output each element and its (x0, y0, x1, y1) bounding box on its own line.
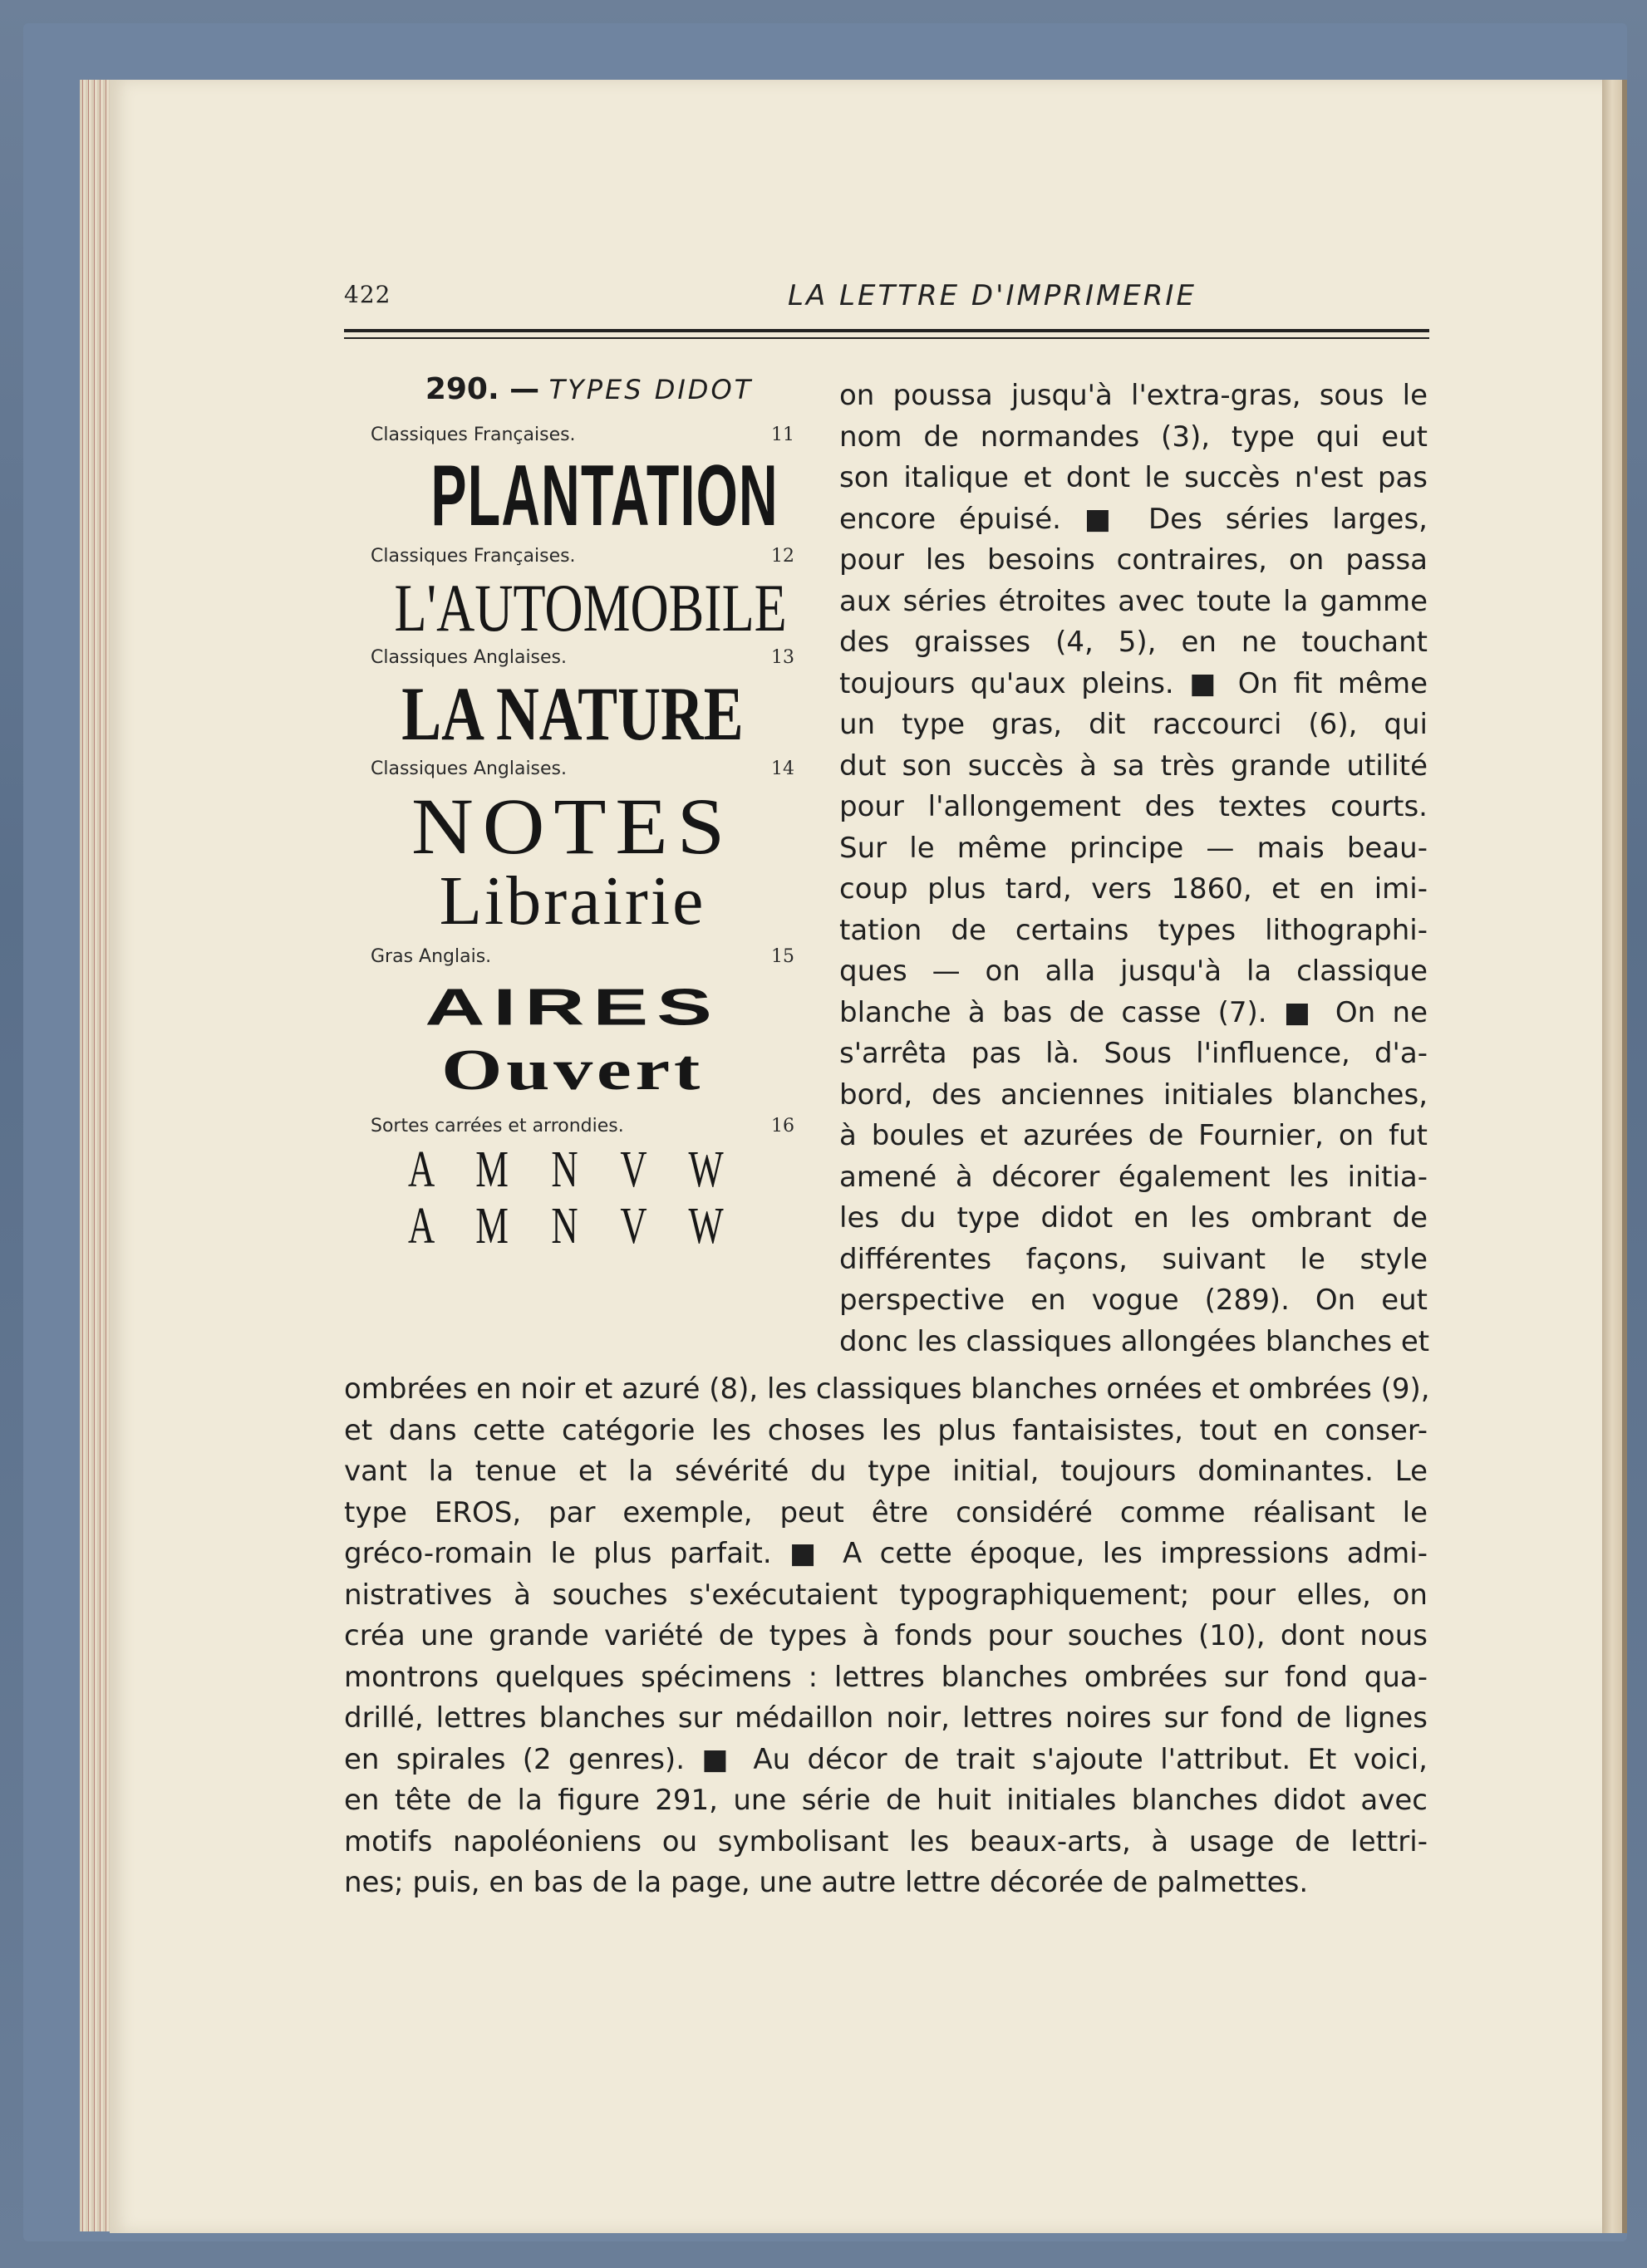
text-line: gréco-romain le plus parfait. ■ A cette époque, les impressions admi- (344, 1537, 1428, 1570)
caption-label: Sortes carrées et arrondies. (371, 1116, 624, 1136)
specimen-caption (344, 1116, 801, 1144)
text-line: dut son succès à sa très grande utilité (839, 749, 1428, 783)
text-line: tation de certains types lithographi- (839, 913, 1428, 947)
text-line: créa une grande variété de types à fonds pour souches (10), dont nous (344, 1619, 1428, 1652)
text-line: s'arrêta pas là. Sous l'influence, d'a- (839, 1037, 1428, 1070)
caption-label: Gras Anglais. (371, 946, 492, 967)
specimen-librairie: Librairie (439, 862, 706, 940)
text-line: aux séries étroites avec toute la gamme (839, 584, 1428, 618)
text-line: ombrées en noir et azuré (8), les classiques blanches ornées et ombrées (9), (344, 1372, 1430, 1406)
text-line: différentes façons, suivant le style (839, 1242, 1428, 1276)
text-line: Sur le même principe — mais beau- (839, 831, 1428, 865)
figure-title (377, 372, 801, 406)
text-line: nistratives à souches s'exécutaient typographiquement; pour elles, on (344, 1578, 1428, 1612)
header-rule-thick (344, 329, 1429, 332)
text-line: encore épuisé. ■ Des séries larges, (839, 502, 1428, 536)
text-line: toujours qu'aux pleins. ■ On fit même (839, 666, 1428, 700)
text-line: nom de normandes (3), type qui eut (839, 420, 1428, 454)
specimen-automobile: L'AUTOMOBILE (394, 570, 787, 646)
text-line: nes; puis, en bas de la page, une autre lettre décorée de palmettes. (344, 1866, 1309, 1899)
specimen-ouvert: Ouvert (441, 1037, 704, 1102)
caption-number: 15 (771, 946, 794, 967)
text-line: un type gras, dit raccourci (6), qui (839, 708, 1428, 741)
text-line: en spirales (2 genres). ■ Au décor de trait s'ajoute l'attribut. Et voici, (344, 1742, 1428, 1776)
specimen-square-letters: A M N V W (408, 1141, 740, 1198)
body-text-column (839, 376, 1428, 1362)
figure-title-text: TYPES DIDOT (548, 374, 754, 405)
text-line: en tête de la figure 291, une série de huit initiales blanches didot avec (344, 1784, 1428, 1817)
text-line: drillé, lettres blanches sur médaillon noir, lettres noires sur fond de lignes (344, 1701, 1428, 1735)
text-line: coup plus tard, vers 1860, et en imi- (839, 872, 1428, 906)
figure-number: 290. — (425, 372, 540, 406)
header-rule-thin (344, 337, 1429, 339)
text-line: donc les classiques allongées blanches et (839, 1324, 1430, 1358)
text-line: perspective en vogue (289). On eut (839, 1284, 1428, 1317)
text-line: son italique et dont le succès n'est pas (839, 461, 1428, 494)
body-text-full-width (344, 1369, 1428, 1904)
running-title: LA LETTRE D'IMPRIMERIE (788, 279, 1197, 312)
page-number: 422 (344, 281, 391, 308)
specimen-round-letters: A M N V W (408, 1198, 740, 1254)
caption-label: Classiques Anglaises. (371, 647, 568, 668)
text-line: bord, des anciennes initiales blanches, (839, 1078, 1428, 1112)
specimen-aires: AIRES (425, 978, 720, 1036)
specimen-notes: NOTES (411, 782, 735, 871)
caption-number: 14 (771, 758, 794, 779)
text-line: type EROS, par exemple, peut être considéré comme réalisant le (344, 1495, 1428, 1529)
specimen-plantation: PLANTATION (430, 448, 779, 544)
figure-types-didot (344, 372, 801, 1257)
running-header (344, 281, 1424, 314)
text-line: des graisses (4, 5), en ne touchant (839, 626, 1428, 659)
specimen-la-nature: LA NATURE (401, 671, 744, 756)
caption-number: 16 (771, 1116, 794, 1136)
text-line: blanche à bas de casse (7). ■ On ne (839, 995, 1428, 1029)
caption-number: 12 (771, 546, 794, 567)
text-line: pour les besoins contraires, on passa (839, 543, 1428, 577)
text-line: à boules et azurées de Fournier, on fut (839, 1119, 1428, 1152)
caption-number: 13 (771, 647, 794, 668)
caption-number: 11 (771, 425, 794, 445)
specimen-caption (344, 946, 801, 974)
text-line: montrons quelques spécimens : lettres blanches ombrées sur fond qua- (344, 1660, 1428, 1694)
text-line: pour l'allongement des textes courts. (839, 790, 1428, 823)
text-line: vant la tenue et la sévérité du type initial, toujours dominantes. Le (344, 1455, 1428, 1488)
text-line: et dans cette catégorie les choses les plus fantaisistes, tout en conser- (344, 1413, 1428, 1447)
text-line: les du type didot en les ombrant de (839, 1201, 1428, 1235)
caption-label: Classiques Françaises. (371, 425, 576, 445)
text-line: amené à décorer également les initia- (839, 1160, 1428, 1194)
text-line: motifs napoléoniens ou symbolisant les beaux-arts, à usage de lettri- (344, 1824, 1428, 1858)
page-edges-right (1602, 80, 1627, 2233)
caption-label: Classiques Anglaises. (371, 758, 568, 779)
caption-label: Classiques Françaises. (371, 546, 576, 567)
text-line: ques — on alla jusqu'à la classique (839, 955, 1428, 988)
text-line: on poussa jusqu'à l'extra-gras, sous le (839, 379, 1428, 412)
